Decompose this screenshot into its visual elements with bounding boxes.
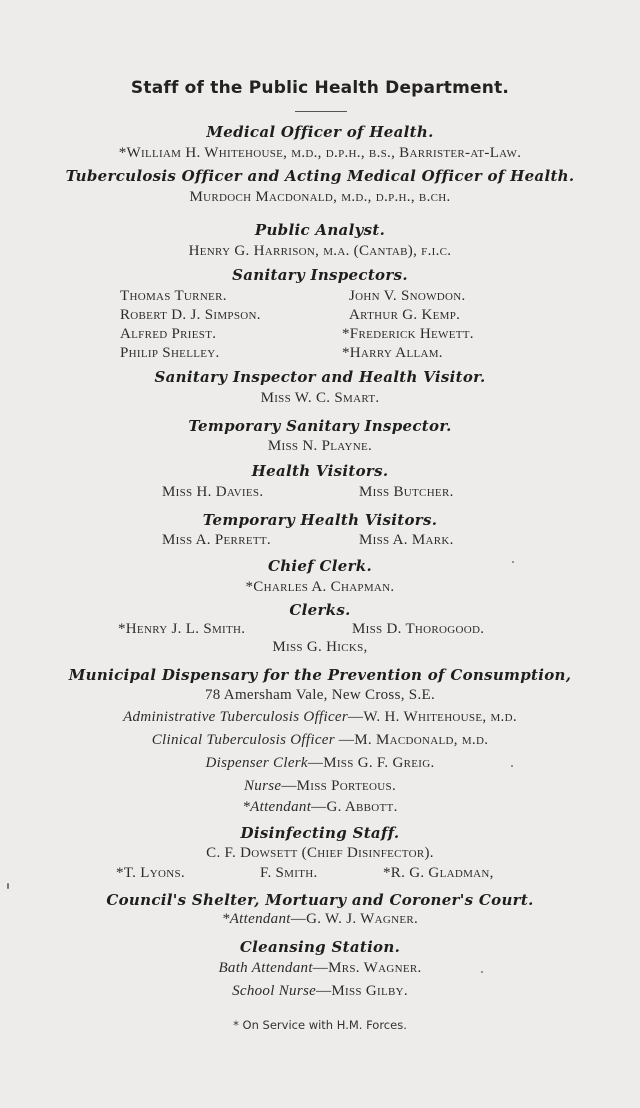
- temporary-visitor-name: Miss A. Perrett.: [162, 532, 271, 548]
- dispensary-address: 78 Amersham Vale, New Cross, S.E.: [204, 687, 436, 703]
- staff-role: School Nurse: [232, 983, 317, 999]
- heading-disinfecting-staff: Disinfecting Staff.: [240, 824, 400, 842]
- dispensary-staff-row: [0, 799, 640, 816]
- clerk-name: Miss D. Thorogood.: [352, 621, 485, 637]
- temporary-inspector-name: Miss N. Playne.: [267, 438, 373, 454]
- heading-chief-clerk: Chief Clerk.: [267, 557, 373, 575]
- disinfector-name: *R. G. Gladman,: [383, 865, 494, 881]
- staff-name: W. H. Whitehouse, m.d.: [363, 709, 517, 725]
- heading-moh: Medical Officer of Health.: [206, 123, 434, 141]
- heading-municipal-dispensary: Municipal Dispensary for the Prevention of Consumption,: [68, 666, 572, 684]
- staff-name: Miss G. F. Greig.: [323, 755, 435, 771]
- public-analyst-name: Henry G. Harrison, m.a. (Cantab), f.i.c.: [188, 243, 452, 259]
- temporary-visitor-name: Miss A. Mark.: [359, 532, 454, 548]
- inspector-name: *Frederick Hewett.: [342, 326, 474, 342]
- inspector-name: *Harry Allam.: [342, 345, 443, 361]
- role-separator: —: [316, 983, 332, 999]
- staff-name: Mrs. Wagner.: [328, 960, 422, 976]
- dispensary-staff-row: [0, 709, 640, 726]
- inspector-name: Arthur G. Kemp.: [349, 307, 461, 323]
- clerk-name: Miss G. Hicks,: [272, 639, 368, 655]
- inspector-name: Alfred Priest.: [120, 326, 217, 342]
- staff-name: M. Macdonald, m.d.: [354, 732, 489, 748]
- print-speck: [511, 765, 513, 767]
- role-separator: —: [312, 960, 329, 976]
- staff-name: Miss Gilby.: [331, 983, 408, 999]
- role-separator: —: [311, 799, 327, 815]
- disinfector-name: F. Smith.: [260, 865, 318, 881]
- heading-inspector-visitor: Sanitary Inspector and Health Visitor.: [154, 368, 486, 386]
- title-rule: [295, 111, 347, 112]
- staff-name: Miss Porteous.: [296, 778, 396, 794]
- staff-role: Dispenser Clerk: [205, 755, 308, 771]
- clerk-name: *Henry J. L. Smith.: [118, 621, 246, 637]
- health-visitor-name: Miss H. Davies.: [162, 484, 264, 500]
- chief-disinfector: C. F. Dowsett (Chief Disinfector).: [206, 845, 434, 861]
- chief-clerk-name: *Charles A. Chapman.: [245, 579, 395, 595]
- cleansing-staff-row: [0, 983, 640, 1000]
- inspector-visitor-name: Miss W. C. Smart.: [260, 390, 380, 406]
- health-visitor-name: Miss Butcher.: [359, 484, 454, 500]
- disinfector-name: *T. Lyons.: [116, 865, 185, 881]
- inspector-name: John V. Snowdon.: [349, 288, 466, 304]
- staff-name: G. Abbott.: [326, 799, 398, 815]
- inspector-name: Thomas Turner.: [120, 288, 227, 304]
- heading-clerks: Clerks.: [289, 601, 351, 619]
- print-speck: [512, 561, 514, 563]
- heading-health-visitors: Health Visitors.: [251, 462, 389, 480]
- staff-role: Nurse: [244, 778, 282, 794]
- moh-name: *William H. Whitehouse, m.d., d.p.h., b.s., Barrister-at-Law.: [118, 145, 522, 161]
- dispensary-staff-row: [0, 755, 640, 772]
- heading-cleansing-station: Cleansing Station.: [239, 938, 401, 956]
- role-separator: —: [281, 778, 297, 794]
- staff-role: Clinical Tuberculosis Officer: [151, 732, 335, 748]
- footnote: * On Service with H.M. Forces.: [233, 1018, 407, 1032]
- heading-temporary-health-visitors: Temporary Health Visitors.: [202, 511, 438, 529]
- role-separator: —: [348, 709, 364, 725]
- staff-role: *Attendant: [221, 911, 291, 927]
- staff-role: Bath Attendant: [218, 960, 313, 976]
- staff-role: Administrative Tuberculosis Officer: [123, 709, 349, 725]
- tuberculosis-officer-name: Murdoch Macdonald, m.d., d.p.h., b.ch.: [189, 189, 451, 205]
- inspector-name: Philip Shelley.: [120, 345, 220, 361]
- cleansing-staff-row: [0, 960, 640, 977]
- dispensary-staff-row: [0, 732, 640, 749]
- inspector-name: Robert D. J. Simpson.: [120, 307, 261, 323]
- dispensary-staff-row: [0, 778, 640, 795]
- heading-public-analyst: Public Analyst.: [254, 221, 386, 239]
- page-title: Staff of the Public Health Department.: [130, 78, 510, 98]
- print-speck: [481, 971, 483, 973]
- heading-temporary-inspector: Temporary Sanitary Inspector.: [188, 417, 452, 435]
- heading-tuberculosis-officer: Tuberculosis Officer and Acting Medical Officer of Health.: [65, 167, 575, 185]
- staff-role: *Attendant: [242, 799, 312, 815]
- print-speck: [7, 883, 9, 889]
- heading-sanitary-inspectors: Sanitary Inspectors.: [232, 266, 408, 284]
- role-separator: —: [290, 911, 307, 927]
- role-separator: —: [307, 755, 324, 771]
- heading-council-shelter: Council's Shelter, Mortuary and Coroner's Court.: [106, 891, 534, 909]
- role-separator: —: [334, 732, 355, 748]
- council-staff-row: [0, 911, 640, 928]
- staff-name: G. W. J. Wagner.: [306, 911, 419, 927]
